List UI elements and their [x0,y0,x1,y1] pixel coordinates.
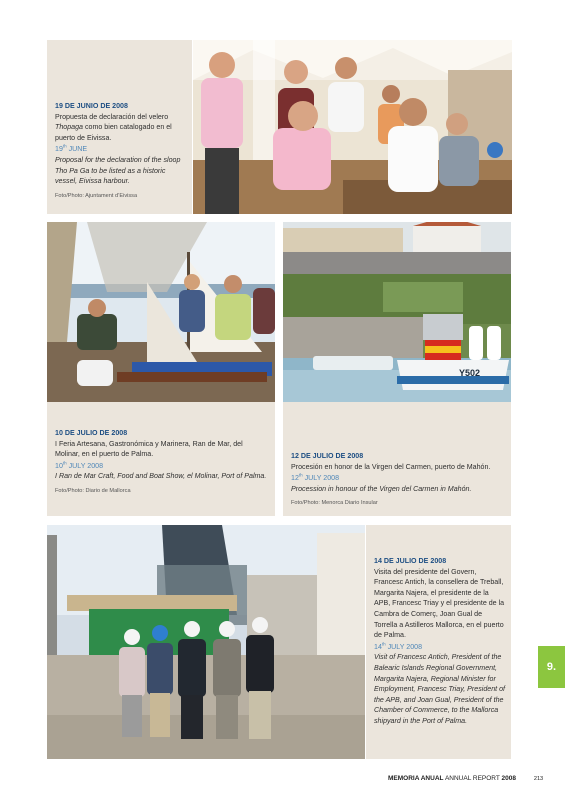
caption-1-desc-en: Proposal for the declaration of the sloop Tho Pa Ga to be listed as a historic vessel, Eivissa harbour. [55,155,181,186]
caption-3 [291,451,503,509]
caption-2-credit: Foto/Photo: Diario de Mallorca [55,487,131,494]
photo-procession-mahon [283,222,511,402]
caption-3-date-es: 12 DE JULIO DE 2008 [291,452,364,460]
photo-shipyard-visit [47,525,365,759]
page-footer [388,775,543,782]
caption-4-date-en: 14th JULY 2008 [374,641,423,651]
page-number: 213 [533,776,544,782]
boat-number-label: Y502 [459,368,481,378]
footer-title-regular: ANNUAL REPORT [443,775,502,782]
caption-3-date-en: 12th JULY 2008 [291,472,340,483]
footer-year: 2008 [501,775,517,782]
photo-boat-show-palma [47,222,275,402]
caption-3-desc-en: Procession in honour of the Virgen del Carmen in Mahón. [291,484,472,493]
caption-1-credit: Foto/Photo: Ajuntament d’Eivissa [55,192,138,199]
caption-2-date-es: 10 DE JULIO DE 2008 [55,429,128,437]
caption-1-date-es: 19 DE JUNIO DE 2008 [55,102,128,110]
caption-4-date-es: 14 DE JULIO DE 2008 [374,557,447,565]
caption-1-date-en: 19th JUNE [55,144,88,154]
caption-3-desc-es: Procesión en honor de la Virgen del Carmen, puerto de Mahón. [291,462,491,471]
caption-1 [55,101,187,201]
caption-2 [55,428,267,497]
caption-4 [374,556,505,727]
section-tab[interactable]: 9. [538,646,565,688]
caption-2-desc-en: I Ran de Mar Craft, Food and Boat Show, el Molinar, Port of Palma. [55,472,267,481]
caption-2-desc-es: I Feria Artesana, Gastronómica y Marinera, Ran de Mar, del Molinar, en el puerto de Palma. [55,439,243,459]
caption-2-date-en: 10th JULY 2008 [55,460,104,470]
caption-1-desc-es: Propuesta de declaración del velero Thopaga como bien catalogado en el puerto de Eivissa. [55,112,172,142]
footer-title-bold: MEMORIA ANUAL [388,775,444,782]
photo-meeting-eivissa [193,40,512,214]
caption-4-desc-en: Visit of Francesc Antich, President of the Balearic Islands Regional Government, Margarita Najera, Regional Minister for Employment, Francesc Triay, President of the APB, and Joan Gual, President of the Chamber of Commerce, to the Mallorca shipyard in the Port of Palma. [374,653,506,725]
caption-4-desc-es: Visita del presidente del Govern, Francesc Antich, la consellera de Treball, Margarita Najera, el presidente de la APB, Francesc Triay y el presidente de la Cambra de Comerç, Joan Gual de Torrella a Astilleros Mallorca, en el puerto de Palma. [374,567,505,640]
caption-3-credit: Foto/Photo: Menorca Diario Insular [291,500,378,507]
